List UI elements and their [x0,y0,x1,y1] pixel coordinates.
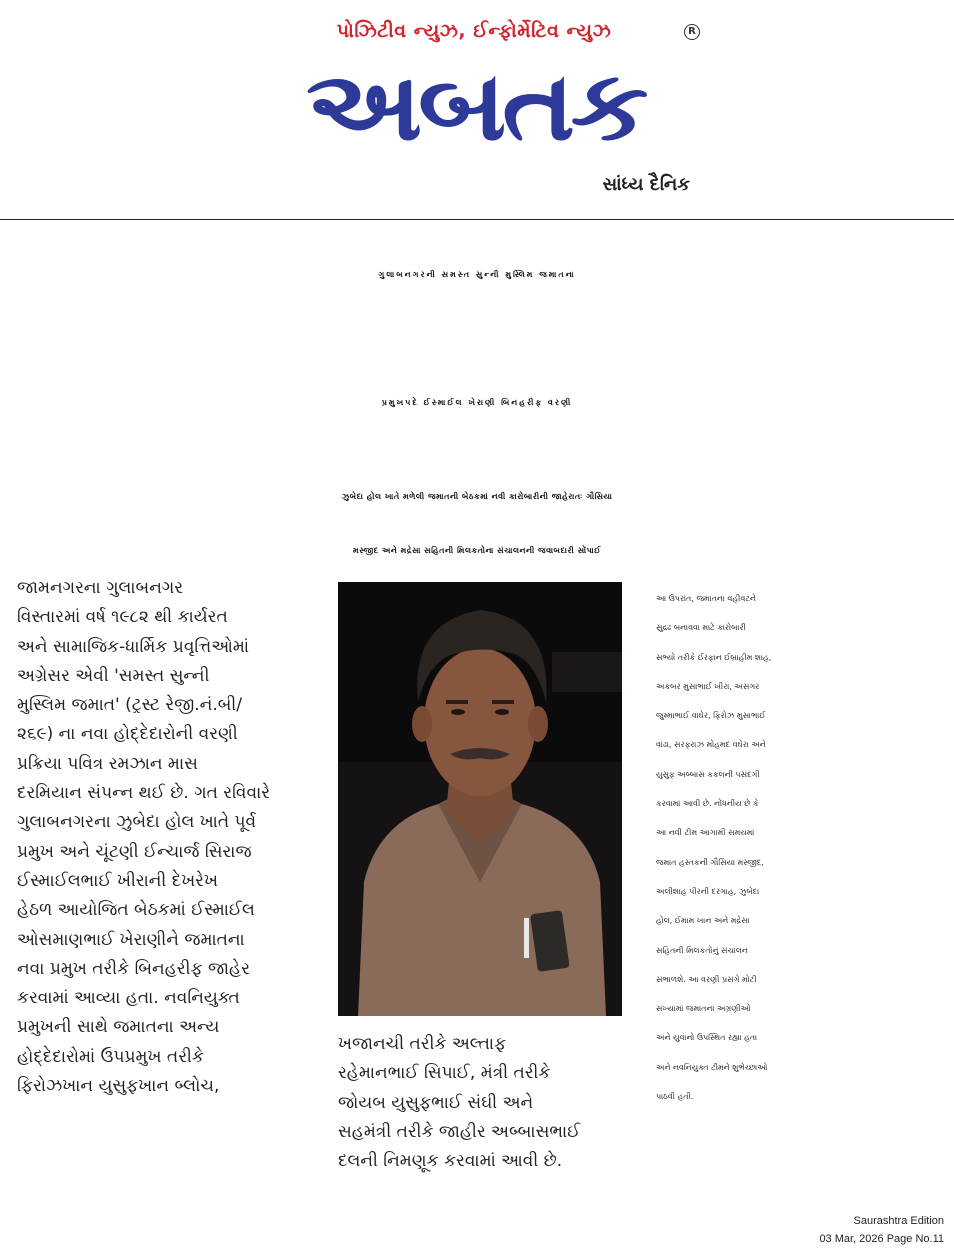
portrait-photo [338,582,622,1016]
article-column-3 [656,584,948,1111]
article-line: દલની નિમણૂક કરવામાં આવી છે. [338,1151,563,1172]
page-footer [819,1212,944,1248]
article-line: રહેમાનભાઈ સિપાઈ, મંત્રી તરીકે [338,1063,551,1084]
article-line: હેઠળ આયોજિત બેઠકમાં ઈસ્માઈલ [17,900,255,921]
article-line: દરમિયાન સંપન્ન થઈ છે. ગત રવિવારે [17,783,271,804]
article-line: ખજાનચી તરીકે અલ્તાફ [338,1034,507,1054]
article-line: સંખ્યામાં જમાતના અગ્રણીઓ [656,1004,751,1014]
article-line: નવા પ્રમુખ તરીકે બિનહરીફ જાહેર [17,958,250,979]
article-line: ઈસ્માઈલભાઈ ખીરાની દેખરેખ [17,870,218,891]
date-page-label: 03 Mar, 2026 Page No.11 [819,1233,944,1245]
article-line: વિસ્તારમાં વર્ષ ૧૯૮૨ થી કાર્યરત [17,607,228,628]
article-line: પાઠવી હતી. [656,1092,694,1102]
registered-mark-icon: R [684,24,700,40]
article-line: કરવામાં આવી છે. નોંધનીય છે કે [656,799,759,809]
article-line: પ્રક્રિયા પવિત્ર રમઝાન માસ [17,753,198,774]
masthead-subtitle: સાંધ્ય દૈનિક [602,174,690,195]
article-line: સહિતની મિલકતોનું સંચાલન [656,945,748,955]
article-line: સંભાળશે. આ વરણી પ્રસંગે મોટી [656,974,757,984]
headline-line-1: ગુલાબનગરની સમસ્ત સુન્ની મુસ્લિમ જમાતના [378,270,576,279]
article-line: ગુલાબનગરના ઝુબેદા હોલ ખાતે પૂર્વ [17,812,257,833]
article-line: સુદ્રઢ બનાવવા માટે કારોબારી [656,623,746,633]
article-line: સહમંત્રી તરીકે જાહીર અબ્બાસભાઈ [338,1121,581,1142]
article-line: અગ્રેસર એવી 'સમસ્ત સુન્ની [17,665,210,686]
article-line: પ્રમુખ અને ચૂંટણી ઈન્ચાર્જ સિરાજ [17,841,252,862]
headline-line-2: પ્રમુખપદે ઈસ્માઈલ ખેરાણી બિનહરીફ વરણી [381,398,573,407]
article-line: જોયબ યુસુફભાઈ સંઘી અને [338,1092,534,1113]
article-line: અને નવનિયુક્ત ટીમને શુભેચ્છાઓ [656,1062,768,1072]
article-line: હોદ્દેદારોમાં ઉપપ્રમુખ તરીકે [17,1046,204,1067]
article-line: કરવામાં આવ્યા હતા. નવનિયુક્ત [17,988,240,1009]
masthead-tagline: પોઝિટીવ ન્યુઝ, ઈન્ફોર્મેટિવ ન્યુઝ [336,20,612,42]
article-column-2 [338,1030,630,1176]
article-line: અને યુવાનો ઉપસ્થિત રહ્યા હતા [656,1033,758,1043]
edition-label: Saurashtra Edition [853,1215,944,1227]
article-line: વાંઢા, સરફરાઝ મોહમદ વઘેરા અને [656,740,766,750]
subheadline-line-1: ઝુબેદા હોલ ખાતે મળેલી જમાતની બેઠકમાં નવી કારોબારીની જાહેરાતઃ ગૌસિયા [341,492,613,501]
article-line: મુસ્લિમ જમાત' (ટ્રસ્ટ રેજી.નં.બી/ [17,695,243,716]
article-line: ૨૬૯) ના નવા હોદ્દેદારોની વરણી [17,724,238,745]
newspaper-logo: અબતક [306,50,644,162]
article-line: પ્રમુખની સાથે જમાતના અન્ય [17,1017,220,1038]
article-line: અલીશાહ પીરની દરગાહ, ઝુબેદા [656,886,760,896]
article-line: જુમ્માભાઈ વાઘેર, ફિરોઝ મુસાભાઈ [656,711,766,721]
masthead [240,14,710,204]
article-column-1 [17,574,317,1101]
article-line: જામનગરના ગુલાબનગર [17,578,184,598]
article-line: અકબર મુસાભાઈ ખીરા, અસગર [656,681,760,691]
article-line: સભ્યો તરીકે ઈરફાન ઈબ્રાહીમ શાહ, [656,652,772,662]
header-divider [0,219,954,220]
article-line: હોલ, ઈમામ ખાન અને મદ્રેસા [656,916,750,926]
article-line: ફિરોઝખાન યુસુફખાન બ્લોચ, [17,1076,220,1097]
subheadline-line-2: મસ્જીદ અને મદ્રેસા સહિતની મિલકતોના સંચાલનની જવાબદારી સોંપાઈ [353,546,601,555]
article-photo [338,582,622,1016]
article-line: યુસુફ અબ્બાસ કકલની પસંદગી [656,769,760,779]
article-line: આ ઉપરાંત, જમાતના વહીવટને [656,594,756,603]
article-line: અને સામાજિક-ધાર્મિક પ્રવૃત્તિઓમાં [17,636,250,657]
article-line: ઓસમાણભાઈ ખેરાણીને જમાતના [17,929,245,950]
article-line: જમાત હસ્તકની ગૌસિયા મસ્જીદ, [656,857,764,867]
article-line: આ નવી ટીમ આગામી સમયમાં [656,828,755,838]
